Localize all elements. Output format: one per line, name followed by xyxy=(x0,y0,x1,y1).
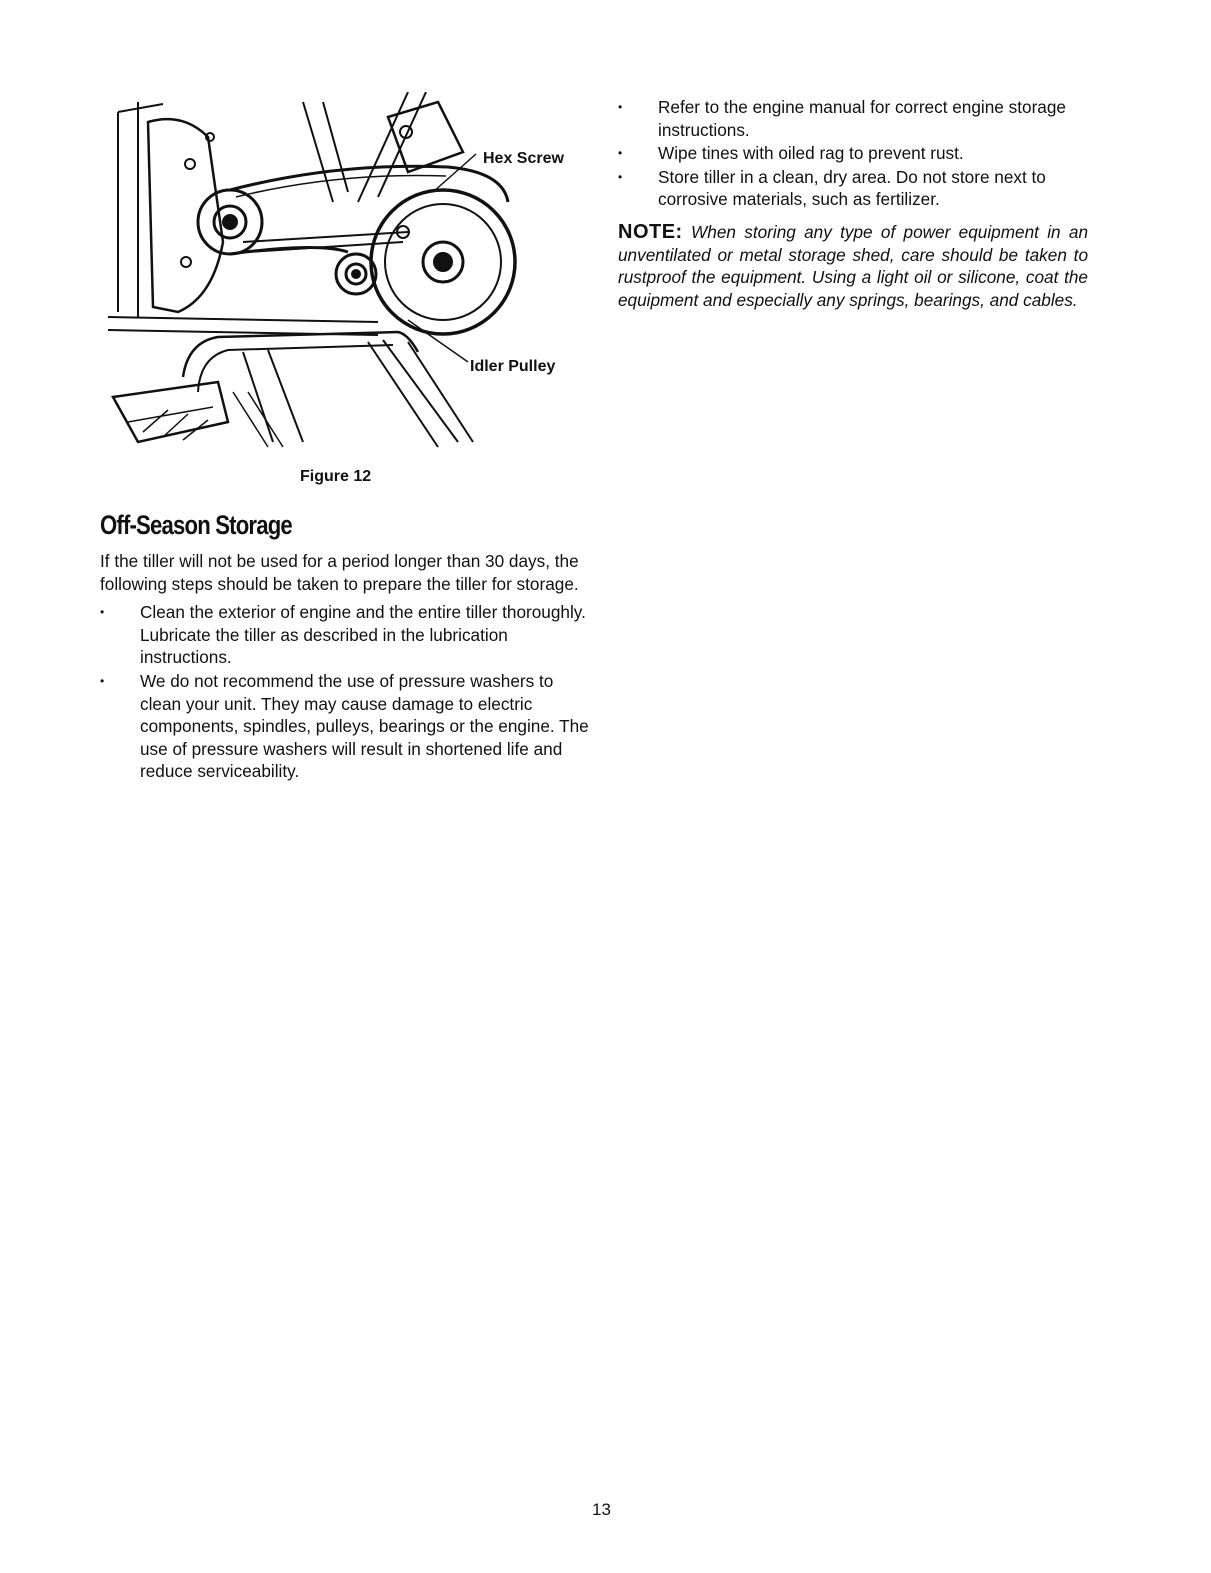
bullet-icon: • xyxy=(618,100,623,114)
figure-caption: Figure 12 xyxy=(300,468,372,485)
section-heading: Off-Season Storage xyxy=(100,510,292,540)
list-item xyxy=(618,142,1088,165)
list-item-text: Store tiller in a clean, dry area. Do not store next to corrosive materials, such as fertilizer. xyxy=(658,166,1046,210)
bullet-icon: • xyxy=(618,146,623,161)
bullet-icon: • xyxy=(100,673,105,688)
tiller-belt-drawing xyxy=(108,92,598,462)
bullet-icon: • xyxy=(618,169,623,184)
intro-paragraph: If the tiller will not be used for a period longer than 30 days, the following steps should be taken to prepare the tiller for storage. xyxy=(100,551,579,594)
idler-pulley-callout: Idler Pulley xyxy=(470,358,556,375)
list-item-text: Refer to the engine manual for correct engine storage instructions. xyxy=(658,97,1066,140)
list-item xyxy=(100,670,595,783)
note-text: When storing any type of power equipment in an unventilated or metal storage shed, care should be taken to rustproof the equipment. Using a light oil or silicone, coat the equipment and especially any springs, bearings, and cables. xyxy=(618,221,1089,310)
list-item xyxy=(618,166,1088,211)
left-column xyxy=(100,550,595,784)
note-label: NOTE: xyxy=(618,220,683,243)
list-item xyxy=(618,96,1088,141)
list-item-text: Clean the exterior of engine and the entire tiller thoroughly. Lubricate the tiller as described in the lubrication instructions. xyxy=(140,602,586,668)
page-number: 13 xyxy=(592,1500,611,1519)
left-bullet-list xyxy=(100,601,595,783)
list-item xyxy=(100,601,595,669)
list-item-text: Wipe tines with oiled rag to prevent rust. xyxy=(658,143,964,164)
right-bullet-list xyxy=(618,96,1088,211)
right-column xyxy=(618,96,1088,311)
hex-screw-callout: Hex Screw xyxy=(483,150,564,167)
note-block xyxy=(618,221,1088,311)
bullet-icon: • xyxy=(100,605,105,620)
list-item-text: We do not recommend the use of pressure washers to clean your unit. They may cause damage to electric components, spindles, pulleys, bearings or the engine. The use of pressure washers will result in shortened life and reduce serviceability. xyxy=(140,670,589,782)
figure-12-belt-diagram xyxy=(108,92,598,462)
